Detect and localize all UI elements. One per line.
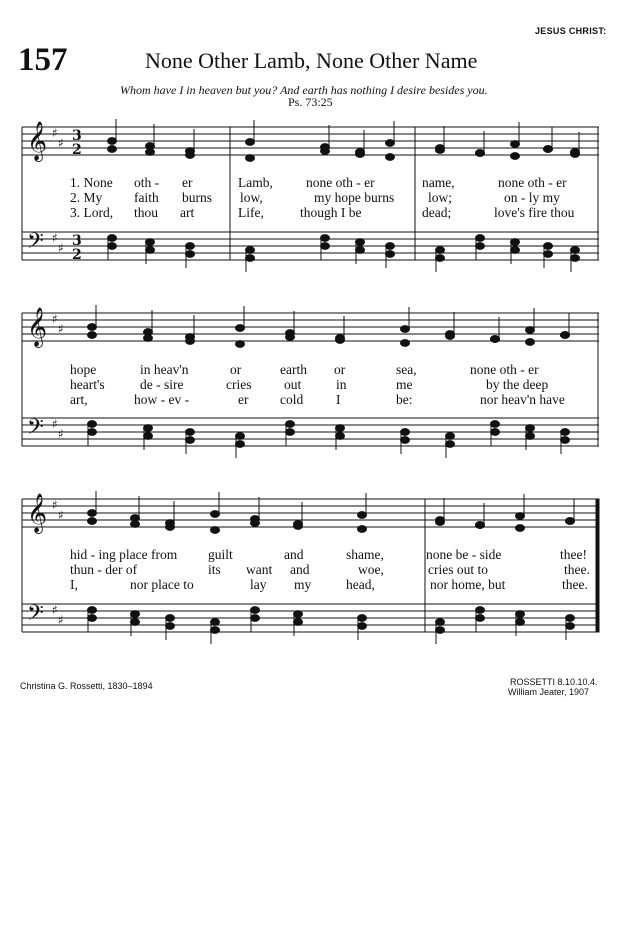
- notehead: [544, 243, 553, 250]
- lyric-word: nor home, but: [430, 577, 506, 592]
- notehead: [146, 239, 155, 246]
- lyric-word: nor heav'n have: [480, 392, 565, 407]
- lyric-word: thee.: [562, 577, 588, 592]
- lyric-word: hid - ing place from: [70, 547, 178, 562]
- notehead: [476, 522, 485, 529]
- notehead: [401, 429, 410, 436]
- notehead: [511, 239, 520, 246]
- sharp-icon: ♯: [58, 241, 64, 255]
- notehead: [386, 154, 395, 161]
- lyric-word: art,: [70, 392, 88, 407]
- notehead: [356, 239, 365, 246]
- lyric-word: its: [208, 562, 221, 577]
- notehead: [566, 615, 575, 622]
- notehead: [491, 336, 500, 343]
- lyric-word: none oth - er: [470, 362, 539, 377]
- lyric-word: name,: [422, 175, 455, 190]
- notehead: [476, 243, 485, 250]
- notehead: [88, 607, 97, 614]
- notehead: [526, 327, 535, 334]
- notehead: [436, 519, 445, 526]
- notehead: [491, 421, 500, 428]
- notehead: [88, 324, 97, 331]
- notehead: [251, 615, 260, 622]
- lyric-word: dead;: [422, 205, 452, 220]
- lyric-word: by the deep: [486, 377, 549, 392]
- notehead: [186, 437, 195, 444]
- notehead: [561, 437, 570, 444]
- lyric-word: woe,: [358, 562, 384, 577]
- notehead: [211, 619, 220, 626]
- notehead: [108, 138, 117, 145]
- lyric-word: guilt: [208, 547, 233, 562]
- lyric-word: how - ev -: [134, 392, 190, 407]
- notehead: [566, 518, 575, 525]
- lyric-word: thee.: [564, 562, 590, 577]
- notehead: [544, 146, 553, 153]
- lyric-word: burns: [182, 190, 212, 205]
- notehead: [561, 332, 570, 339]
- notehead: [436, 255, 445, 262]
- notehead: [511, 247, 520, 254]
- lyric-word: thee!: [560, 547, 587, 562]
- treble-clef-icon: 𝄞: [27, 121, 48, 161]
- notehead: [446, 433, 455, 440]
- notehead: [358, 615, 367, 622]
- notehead: [144, 433, 153, 440]
- notehead: [236, 433, 245, 440]
- notehead: [561, 429, 570, 436]
- notehead: [88, 429, 97, 436]
- lyric-word: cries: [226, 377, 252, 392]
- sharp-icon: ♯: [58, 508, 64, 522]
- notehead: [321, 243, 330, 250]
- lyric-word: be:: [396, 392, 413, 407]
- notehead: [131, 521, 140, 528]
- lyric-word: 3. Lord,: [70, 205, 114, 220]
- sharp-icon: ♯: [58, 322, 64, 336]
- lyric-word: art: [180, 205, 195, 220]
- notehead: [186, 251, 195, 258]
- time-signature-top: 3: [72, 128, 82, 144]
- treble-clef-icon: 𝄞: [27, 493, 48, 533]
- lyric-word: nor place to: [130, 577, 194, 592]
- sharp-icon: ♯: [52, 312, 58, 326]
- notehead: [571, 149, 580, 156]
- bass-clef-icon: 𝄢: [27, 415, 44, 445]
- lyric-word: de - sire: [140, 377, 184, 392]
- lyric-word: in: [336, 377, 347, 392]
- notehead: [336, 433, 345, 440]
- notehead: [446, 333, 455, 340]
- notehead: [321, 235, 330, 242]
- time-signature-bottom: 2: [72, 142, 82, 158]
- notehead: [236, 441, 245, 448]
- notehead: [516, 619, 525, 626]
- lyric-word: thou: [134, 205, 159, 220]
- lyric-word: low;: [428, 190, 453, 205]
- notehead: [144, 335, 153, 342]
- notehead: [88, 332, 97, 339]
- notehead: [286, 334, 295, 341]
- tune-credit: ROSSETTI 8.10.10.4.: [510, 677, 598, 687]
- notehead: [476, 235, 485, 242]
- section-heading: JESUS CHRIST:: [535, 26, 607, 36]
- lyric-word: none oth - er: [498, 175, 567, 190]
- notehead: [386, 243, 395, 250]
- notehead: [166, 623, 175, 630]
- lyric-word: hope: [70, 362, 97, 377]
- notehead: [356, 151, 365, 158]
- lyric-word: er: [238, 392, 249, 407]
- notehead: [211, 527, 220, 534]
- lyric-word: low,: [240, 190, 263, 205]
- notehead: [358, 623, 367, 630]
- scripture-reference: Ps. 73:25: [288, 95, 333, 109]
- lyric-word: head,: [346, 577, 375, 592]
- lyric-word: love's fire thou: [494, 205, 575, 220]
- lyric-word: or: [230, 362, 242, 377]
- notehead: [294, 523, 303, 530]
- notehead: [476, 150, 485, 157]
- notehead: [526, 425, 535, 432]
- notehead: [186, 429, 195, 436]
- notehead: [294, 619, 303, 626]
- lyric-word: cold: [280, 392, 304, 407]
- notehead: [476, 615, 485, 622]
- notehead: [336, 337, 345, 344]
- sharp-icon: ♯: [58, 427, 64, 441]
- notehead: [211, 511, 220, 518]
- sharp-icon: ♯: [52, 603, 58, 617]
- notehead: [386, 140, 395, 147]
- notehead: [571, 247, 580, 254]
- notehead: [436, 627, 445, 634]
- notehead: [436, 147, 445, 154]
- composer-credit: William Jeater, 1907: [508, 687, 590, 697]
- notehead: [146, 247, 155, 254]
- notehead: [186, 152, 195, 159]
- sharp-icon: ♯: [58, 613, 64, 627]
- notehead: [436, 619, 445, 626]
- notehead: [286, 429, 295, 436]
- notehead: [236, 325, 245, 332]
- notehead: [401, 326, 410, 333]
- lyric-word: earth: [280, 362, 307, 377]
- lyric-word: lay: [250, 577, 267, 592]
- lyric-word: er: [182, 175, 193, 190]
- lyric-word: Life,: [238, 205, 264, 220]
- notehead: [516, 513, 525, 520]
- lyric-word: sea,: [396, 362, 417, 377]
- notehead: [491, 429, 500, 436]
- lyric-word: shame,: [346, 547, 384, 562]
- lyric-word: 2. My: [70, 190, 103, 205]
- notehead: [446, 441, 455, 448]
- notehead: [251, 520, 260, 527]
- notehead: [294, 611, 303, 618]
- lyric-word: out: [284, 377, 302, 392]
- sharp-icon: ♯: [52, 417, 58, 431]
- lyric-word: thun - der of: [70, 562, 138, 577]
- notehead: [358, 512, 367, 519]
- notehead: [246, 155, 255, 162]
- notehead: [566, 623, 575, 630]
- lyric-word: none be - side: [426, 547, 502, 562]
- notehead: [186, 243, 195, 250]
- notehead: [131, 619, 140, 626]
- lyric-word: I,: [70, 577, 78, 592]
- hymn-number: 157: [18, 42, 68, 78]
- notehead: [544, 251, 553, 258]
- notehead: [526, 433, 535, 440]
- sharp-icon: ♯: [52, 231, 58, 245]
- lyric-word: on - ly my: [504, 190, 560, 205]
- notehead: [108, 235, 117, 242]
- hymn-title: None Other Lamb, None Other Name: [145, 48, 478, 73]
- notehead: [251, 607, 260, 614]
- notehead: [246, 255, 255, 262]
- notehead: [166, 524, 175, 531]
- notehead: [516, 525, 525, 532]
- lyric-word: my: [294, 577, 312, 592]
- notehead: [336, 425, 345, 432]
- notehead: [88, 421, 97, 428]
- lyric-word: want: [246, 562, 273, 577]
- lyric-word: heart's: [70, 377, 105, 392]
- lyric-word: faith: [134, 190, 159, 205]
- notehead: [511, 153, 520, 160]
- notehead: [108, 146, 117, 153]
- author-credit: Christina G. Rossetti, 1830–1894: [20, 681, 153, 691]
- lyric-word: 1. None: [70, 175, 113, 190]
- notehead: [321, 148, 330, 155]
- lyric-word: or: [334, 362, 346, 377]
- time-signature-bottom: 2: [72, 247, 82, 263]
- lyric-word: and: [290, 562, 310, 577]
- time-signature-top: 3: [72, 233, 82, 249]
- notehead: [401, 340, 410, 347]
- epigraph: Whom have I in heaven but you? And earth has nothing I desire besides you.: [120, 83, 488, 97]
- lyric-word: none oth - er: [306, 175, 375, 190]
- notehead: [436, 247, 445, 254]
- notehead: [511, 141, 520, 148]
- lyric-word: oth -: [134, 175, 160, 190]
- notehead: [144, 425, 153, 432]
- sharp-icon: ♯: [58, 136, 64, 150]
- notehead: [401, 437, 410, 444]
- notehead: [88, 615, 97, 622]
- notehead: [246, 247, 255, 254]
- sharp-icon: ♯: [52, 126, 58, 140]
- notehead: [146, 149, 155, 156]
- notehead: [476, 607, 485, 614]
- bass-clef-icon: 𝄢: [27, 229, 44, 259]
- notehead: [236, 341, 245, 348]
- lyric-word: in heav'n: [140, 362, 189, 377]
- notehead: [516, 611, 525, 618]
- notehead: [356, 247, 365, 254]
- notehead: [358, 526, 367, 533]
- lyric-word: cries out to: [428, 562, 488, 577]
- lyric-word: my hope burns: [314, 190, 395, 205]
- notehead: [211, 627, 220, 634]
- notehead: [246, 139, 255, 146]
- lyric-word: though I be: [300, 205, 362, 220]
- notehead: [186, 338, 195, 345]
- notehead: [131, 611, 140, 618]
- notehead: [108, 243, 117, 250]
- notehead: [166, 615, 175, 622]
- notehead: [88, 518, 97, 525]
- notehead: [571, 255, 580, 262]
- bass-clef-icon: 𝄢: [27, 601, 44, 631]
- sharp-icon: ♯: [52, 498, 58, 512]
- lyric-word: I: [336, 392, 341, 407]
- lyric-word: Lamb,: [238, 175, 273, 190]
- lyric-word: and: [284, 547, 304, 562]
- notehead: [286, 421, 295, 428]
- notehead: [526, 339, 535, 346]
- lyric-word: me: [396, 377, 413, 392]
- treble-clef-icon: 𝄞: [27, 307, 48, 347]
- notehead: [88, 510, 97, 517]
- final-barline: [596, 499, 599, 632]
- notehead: [386, 251, 395, 258]
